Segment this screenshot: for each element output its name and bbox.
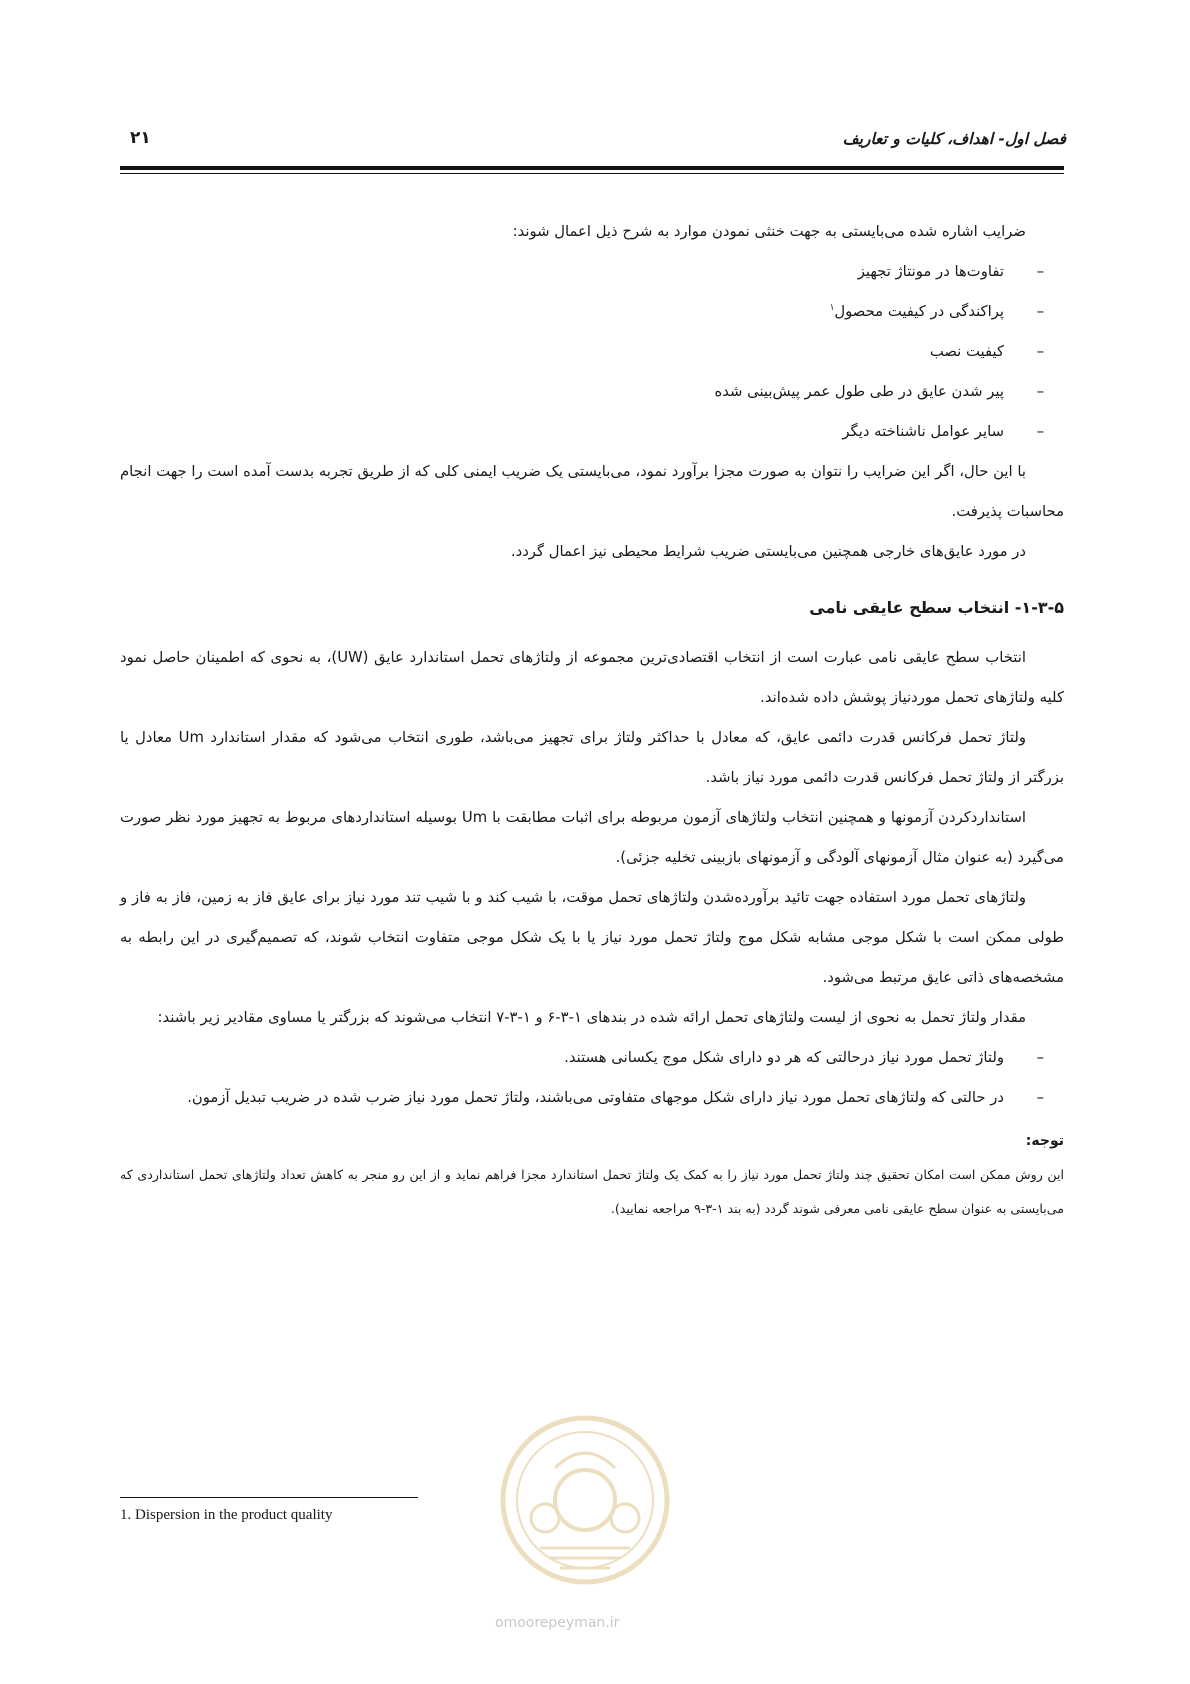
bullet-dash: – — [1036, 423, 1044, 440]
factor-item — [120, 412, 1044, 452]
factor-text: پراکندگی در کیفیت محصول — [834, 303, 1004, 320]
page-body — [120, 212, 1064, 1226]
selection-paragraph: انتخاب سطح عایقی نامی عبارت است از انتخاب اقتصادی‌ترین مجموعه از ولتاژهای تحمل استاندارد عایق (UW)، به نحوی که اطمینان حاصل نمود کلیه ولتاژهای تحمل موردنیاز پوشش داده شده‌اند. — [120, 649, 1064, 706]
footnote-marker: ۱ — [829, 303, 835, 314]
note-heading: توجه: — [1025, 1133, 1064, 1149]
withstand-paragraph: ولتاژهای تحمل مورد استفاده جهت تائید برآورده‌شدن ولتاژهای تحمل موقت، با شیب کند و با شیب تند مورد نیاز برای عایق فاز به زمین، فاز به فاز و طولی ممکن است با شکل موجی مشابه شکل موج ولتاژ تحمل مورد نیاز یا با یک شکل موجی متفاوت انتخاب شوند، که تصمیم‌گیری در این رابطه به مشخصه‌های ذاتی عایق مرتبط می‌شود. — [120, 889, 1064, 986]
header-rule-thin — [120, 173, 1064, 174]
header-rule-thick — [120, 166, 1064, 170]
footnote-rule — [120, 1497, 418, 1498]
factor-item — [120, 372, 1044, 412]
condition-item — [120, 1078, 1044, 1118]
factor-text: تفاوت‌ها در مونتاژ تجهیز — [857, 263, 1004, 280]
factor-item — [120, 332, 1044, 372]
condition-item — [120, 1038, 1044, 1078]
safety-factor-paragraph: با این حال، اگر این ضرایب را نتوان به صورت مجزا برآورد نمود، می‌بایستی یک ضریب ایمنی کلی که از طریق تجربه بدست آمده است را جهت انجام محاسبات پذیرفت. — [120, 463, 1064, 520]
external-insulation-paragraph: در مورد عایق‌های خارجی همچنین می‌بایستی ضریب شرایط محیطی نیز اعمال گردد. — [510, 543, 1026, 560]
section-heading: ۱-۳-۵- انتخاب سطح عایقی نامی — [809, 598, 1064, 617]
watermark-text: omoorepeyman.ir — [495, 1615, 620, 1631]
factor-item — [120, 292, 1044, 332]
intro-paragraph: ضرایب اشاره شده می‌بایستی به جهت خنثی نمودن موارد به شرح ذیل اعمال شوند: — [512, 223, 1026, 240]
value-paragraph: مقدار ولتاژ تحمل به نحوی از لیست ولتاژهای تحمل ارائه شده در بندهای ۱-۳-۶ و ۱-۳-۷ انتخاب می‌شوند که بزرگتر یا مساوی مقادیر زیر باشند: — [157, 1009, 1026, 1026]
watermark-seal — [485, 1408, 685, 1588]
power-frequency-paragraph: ولتاژ تحمل فرکانس قدرت دائمی عایق، که معادل با حداکثر ولتاژ برای تجهیز می‌باشد، طوری انتخاب می‌شود که مقدار استاندارد Um معادل یا بزرگتر از ولتاژ تحمل فرکانس قدرت دائمی مورد نیاز باشد. — [120, 729, 1064, 786]
bullet-dash: – — [1036, 1089, 1044, 1106]
bullet-dash: – — [1036, 1049, 1044, 1066]
factor-text: کیفیت نصب — [929, 343, 1004, 360]
condition-text: ولتاژ تحمل مورد نیاز درحالتی که هر دو دارای شکل موج یکسانی هستند. — [564, 1049, 1004, 1066]
factor-text: پیر شدن عایق در طی طول عمر پیش‌بینی شده — [714, 383, 1004, 400]
bullet-dash: – — [1036, 263, 1044, 280]
chapter-title: فصل اول- اهداف، کلیات و تعاریف — [842, 130, 1066, 148]
note-text: این روش ممکن است امکان تحقیق چند ولتاژ تحمل مورد نیاز را به کمک یک ولتاژ تحمل استاندارد مجزا فراهم نماید و از این رو منجر به کاهش تعداد ولتاژهای تحمل استانداردی که می‌بایستی به عنوان سطح عایقی نامی معرفی شوند گردد (به بند ۱-۳-۹ مراجعه نمایید). — [120, 1167, 1064, 1216]
page-number: ۲۱ — [130, 128, 151, 148]
footnote: 1. Dispersion in the product quality — [120, 1507, 333, 1523]
standardizing-paragraph: استانداردکردن آزمونها و همچنین انتخاب ولتاژهای آزمون مربوطه برای اثبات مطابقت با Um بوسیله استانداردهای مربوط به تجهیز مورد نظر صورت می‌گیرد (به عنوان مثال آزمونهای آلودگی و آزمونهای بازبینی تخلیه جزئی). — [120, 809, 1064, 866]
bullet-dash: – — [1036, 303, 1044, 320]
condition-text: در حالتی که ولتاژهای تحمل مورد نیاز دارای شکل موجهای متفاوتی می‌باشند، ولتاژ تحمل مورد نیاز ضرب شده در ضریب تبدیل آزمون. — [187, 1089, 1004, 1106]
factor-text: سایر عوامل ناشناخته دیگر — [842, 423, 1004, 440]
factor-item — [120, 252, 1044, 292]
bullet-dash: – — [1036, 343, 1044, 360]
bullet-dash: – — [1036, 383, 1044, 400]
